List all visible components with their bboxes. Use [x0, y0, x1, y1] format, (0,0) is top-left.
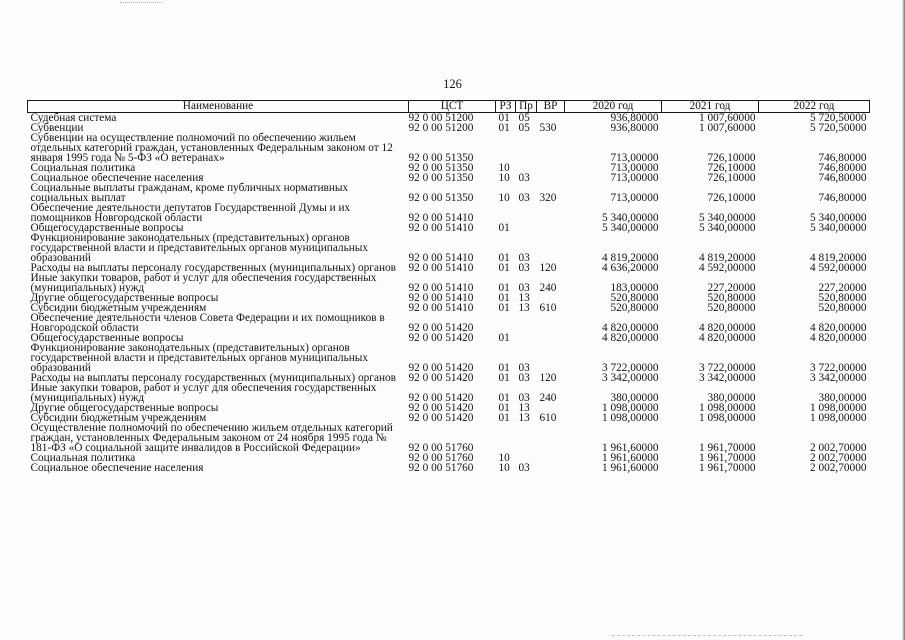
- cell-cst: 92 0 00 51760: [408, 462, 474, 474]
- cell-2022: 4 592,00000: [810, 262, 867, 274]
- cell-name: Иные закупки товаров, работ и услуг для обеспечения государственных (муниципальных) нужд: [30, 272, 377, 294]
- cell-rz: 01: [498, 222, 510, 234]
- cell-rz: [496, 203, 516, 223]
- cell-2021: 520,80000: [707, 292, 756, 304]
- cell-2022: 380,00000: [818, 392, 867, 404]
- cell-pr: 03: [518, 252, 530, 264]
- cell-2022: 4 819,20000: [810, 252, 867, 264]
- cell-cst: 92 0 00 51350: [408, 172, 474, 184]
- cell-name: Субсидии бюджетным учреждениям: [30, 302, 207, 314]
- table-row: [28, 463, 870, 473]
- cell-2021: 1 007,60000: [699, 112, 756, 124]
- cell-pr: 03: [518, 462, 530, 474]
- cell-vr: 120: [539, 372, 557, 384]
- table-row: [28, 313, 870, 333]
- cell-rz: 01: [498, 122, 510, 134]
- cell-name: Субвенции: [30, 122, 84, 134]
- cell-rz: 01: [498, 402, 510, 414]
- cell-2022: 2 002,70000: [810, 452, 867, 464]
- cell-2020: 5 340,00000: [602, 212, 659, 224]
- cell-rz: 01: [498, 292, 510, 304]
- scan-artifact-top: [120, 2, 162, 4]
- cell-name: Осуществление полномочий по обеспечению жильем отдельных категорий граждан, установленных Федеральным законом от 24 ноября 1995 года № 181-ФЗ «О социальной защите инвалидов в Российской Федерации»: [30, 422, 393, 454]
- cell-vr: [537, 133, 565, 163]
- cell-name: Социальное обеспечение населения: [30, 172, 204, 184]
- cell-vr: 610: [539, 302, 557, 314]
- cell-rz: 01: [498, 362, 510, 374]
- cell-vr: 610: [539, 412, 557, 424]
- table-row: [28, 273, 870, 293]
- cell-pr: 13: [518, 402, 530, 414]
- cell-rz: 10: [498, 462, 510, 474]
- cell-cst: 92 0 00 51760: [408, 442, 474, 454]
- cell-2021: 4 820,00000: [699, 322, 756, 334]
- cell-2020: 4 636,20000: [602, 262, 659, 274]
- cell-2022: 746,80000: [818, 172, 867, 184]
- cell-2021: 4 592,00000: [699, 262, 756, 274]
- cell-vr: [537, 313, 565, 333]
- cell-2020: 4 820,00000: [602, 322, 659, 334]
- header-name: Наименование: [28, 101, 409, 113]
- cell-pr: [516, 133, 537, 163]
- cell-cst: 92 0 00 51410: [408, 292, 474, 304]
- table-row: [28, 183, 870, 203]
- cell-2020: 1 098,00000: [602, 402, 659, 414]
- cell-name: Функционирование законодательных (представительных) органов государственной власти и представительных органов муниципальных образований: [30, 342, 369, 374]
- cell-vr: 320: [539, 192, 557, 204]
- cell-2022: 227,20000: [818, 282, 867, 294]
- cell-vr: [537, 223, 565, 233]
- cell-vr: [537, 343, 565, 373]
- cell-2021: 726,10000: [707, 172, 756, 184]
- table-row: [28, 343, 870, 373]
- cell-name: Обеспечение деятельности членов Совета Федерации и их помощников в Новгородской области: [30, 312, 385, 334]
- cell-name: Общегосударственные вопросы: [30, 222, 184, 234]
- header-2022: 2022 год: [759, 101, 870, 113]
- cell-name: Социальная политика: [30, 162, 136, 174]
- cell-2022: 746,80000: [818, 192, 867, 204]
- cell-name: Обеспечение деятельности депутатов Государственной Думы и их помощников Новгородской области: [30, 202, 351, 224]
- cell-2020: 936,80000: [610, 112, 659, 124]
- cell-name: Функционирование законодательных (представительных) органов государственной власти и представительных органов муниципальных образований: [30, 232, 369, 264]
- cell-cst: 92 0 00 51350: [408, 162, 474, 174]
- cell-cst: 92 0 00 51410: [408, 252, 474, 264]
- budget-table: [27, 100, 870, 473]
- cell-rz: 01: [498, 392, 510, 404]
- cell-2021: 520,80000: [707, 302, 756, 314]
- cell-2021: 1 961,70000: [699, 452, 756, 464]
- cell-2022: 4 820,00000: [810, 322, 867, 334]
- cell-cst: 92 0 00 51410: [408, 302, 474, 314]
- header-2021: 2021 год: [662, 101, 759, 113]
- cell-2020: 183,00000: [610, 282, 659, 294]
- cell-vr: [537, 453, 565, 463]
- cell-2022: 4 820,00000: [810, 332, 867, 344]
- cell-cst: 92 0 00 51420: [408, 412, 474, 424]
- header-rz: РЗ: [496, 101, 516, 113]
- cell-2020: 1 961,60000: [602, 452, 659, 464]
- cell-2021: 1 961,70000: [699, 462, 756, 474]
- table-row: [28, 233, 870, 263]
- cell-vr: 530: [539, 122, 557, 134]
- cell-2022: 2 002,70000: [810, 442, 867, 454]
- cell-name: Другие общегосударственные вопросы: [30, 402, 219, 414]
- cell-vr: [537, 163, 565, 173]
- cell-cst: 92 0 00 51200: [408, 122, 474, 134]
- cell-pr: 13: [518, 302, 530, 314]
- cell-vr: [537, 173, 565, 183]
- cell-rz: 01: [498, 332, 510, 344]
- cell-rz: [496, 423, 516, 453]
- table-row: [28, 423, 870, 453]
- cell-vr: [537, 423, 565, 453]
- scan-artifact-bottom: [612, 635, 802, 637]
- cell-pr: 03: [518, 282, 530, 294]
- cell-2021: 380,00000: [707, 392, 756, 404]
- cell-2021: 5 340,00000: [699, 222, 756, 234]
- cell-2020: 520,80000: [610, 302, 659, 314]
- header-2020: 2020 год: [565, 101, 662, 113]
- cell-cst: 92 0 00 51420: [408, 362, 474, 374]
- cell-rz: [496, 313, 516, 333]
- cell-vr: [537, 333, 565, 343]
- page-number: 126: [443, 77, 462, 91]
- cell-pr: [516, 203, 537, 223]
- cell-2020: 4 819,20000: [602, 252, 659, 264]
- cell-2020: 3 722,00000: [602, 362, 659, 374]
- cell-name: Субсидии бюджетным учреждениям: [30, 412, 207, 424]
- cell-2020: 713,00000: [610, 172, 659, 184]
- table-row: [28, 383, 870, 403]
- cell-2021: 1 098,00000: [699, 402, 756, 414]
- cell-2021: 4 819,20000: [699, 252, 756, 264]
- cell-cst: 92 0 00 51420: [408, 402, 474, 414]
- cell-2021: 1 007,60000: [699, 122, 756, 134]
- cell-2021: 726,10000: [707, 162, 756, 174]
- table-row: [28, 203, 870, 223]
- cell-2021: 5 340,00000: [699, 212, 756, 224]
- cell-cst: 92 0 00 51410: [408, 222, 474, 234]
- cell-rz: 10: [498, 452, 510, 464]
- cell-cst: 92 0 00 51410: [408, 212, 474, 224]
- cell-vr: 240: [539, 282, 557, 294]
- cell-2022: 3 342,00000: [810, 372, 867, 384]
- cell-pr: 05: [518, 112, 530, 124]
- cell-2022: 5 720,50000: [810, 122, 867, 134]
- cell-2020: 380,00000: [610, 392, 659, 404]
- cell-cst: 92 0 00 51350: [408, 152, 474, 164]
- cell-pr: 05: [518, 122, 530, 134]
- cell-rz: 01: [498, 252, 510, 264]
- cell-2021: 1 961,70000: [699, 442, 756, 454]
- cell-cst: 92 0 00 51420: [408, 322, 474, 334]
- cell-2021: 726,10000: [707, 192, 756, 204]
- cell-2022: 746,80000: [818, 152, 867, 164]
- cell-rz: 01: [498, 372, 510, 384]
- cell-2020: 5 340,00000: [602, 222, 659, 234]
- cell-2022: 746,80000: [818, 162, 867, 174]
- cell-name: Расходы на выплаты персоналу государственных (муниципальных) органов: [30, 372, 396, 384]
- cell-name: Иные закупки товаров, работ и услуг для обеспечения государственных (муниципальных) нужд: [30, 382, 377, 404]
- cell-2020: 4 820,00000: [602, 332, 659, 344]
- cell-cst: 92 0 00 51410: [408, 262, 474, 274]
- cell-2022: 1 098,00000: [810, 412, 867, 424]
- cell-rz: 10: [498, 172, 510, 184]
- cell-rz: 01: [498, 262, 510, 274]
- cell-name: Социальные выплаты гражданам, кроме публичных нормативных социальных выплат: [30, 182, 349, 204]
- cell-2021: 726,10000: [707, 152, 756, 164]
- cell-cst: 92 0 00 51410: [408, 282, 474, 294]
- cell-vr: [537, 203, 565, 223]
- cell-name: Субвенции на осуществление полномочий по обеспечению жильем отдельных категорий граждан, установленных Федеральным законом от 12 января 1995 года № 5-ФЗ «О ветеранах»: [30, 132, 393, 164]
- budget-sheet: [27, 100, 869, 473]
- cell-2020: 936,80000: [610, 122, 659, 134]
- cell-pr: 03: [518, 172, 530, 184]
- cell-2021: 4 820,00000: [699, 332, 756, 344]
- cell-name: Социальное обеспечение населения: [30, 462, 204, 474]
- cell-cst: 92 0 00 51760: [408, 452, 474, 464]
- table-row: [28, 133, 870, 163]
- cell-pr: [516, 423, 537, 453]
- cell-rz: 01: [498, 302, 510, 314]
- cell-2022: 5 720,50000: [810, 112, 867, 124]
- cell-vr: 120: [539, 262, 557, 274]
- cell-name: Общегосударственные вопросы: [30, 332, 184, 344]
- cell-2022: 520,80000: [818, 292, 867, 304]
- cell-rz: 10: [498, 162, 510, 174]
- cell-2021: 3 722,00000: [699, 362, 756, 374]
- cell-pr: [516, 223, 537, 233]
- cell-2020: 1 961,60000: [602, 462, 659, 474]
- header-vr: ВР: [537, 101, 565, 113]
- cell-2022: 520,80000: [818, 302, 867, 314]
- cell-pr: 13: [518, 292, 530, 304]
- cell-rz: 01: [498, 112, 510, 124]
- cell-cst: 92 0 00 51350: [408, 192, 474, 204]
- cell-pr: 13: [518, 412, 530, 424]
- cell-rz: 01: [498, 282, 510, 294]
- header-pr: Пр: [516, 101, 537, 113]
- cell-2022: 1 098,00000: [810, 402, 867, 414]
- table-body: [28, 113, 870, 474]
- cell-vr: [537, 233, 565, 263]
- cell-2022: 5 340,00000: [810, 222, 867, 234]
- cell-pr: 03: [518, 262, 530, 274]
- table-header: [28, 101, 870, 113]
- cell-cst: 92 0 00 51420: [408, 332, 474, 344]
- cell-2020: 1 098,00000: [602, 412, 659, 424]
- cell-name: Другие общегосударственные вопросы: [30, 292, 219, 304]
- cell-pr: 03: [518, 392, 530, 404]
- cell-name: Расходы на выплаты персоналу государственных (муниципальных) органов: [30, 262, 396, 274]
- header-cst: ЦСТ: [409, 101, 496, 113]
- cell-2021: 1 098,00000: [699, 412, 756, 424]
- cell-2021: 3 342,00000: [699, 372, 756, 384]
- cell-vr: 240: [539, 392, 557, 404]
- cell-2020: 713,00000: [610, 152, 659, 164]
- cell-name: Судебная система: [30, 112, 117, 124]
- cell-pr: 03: [518, 362, 530, 374]
- cell-2020: 713,00000: [610, 192, 659, 204]
- cell-cst: 92 0 00 51420: [408, 392, 474, 404]
- cell-pr: 03: [518, 192, 530, 204]
- cell-vr: [537, 463, 565, 473]
- cell-2022: 2 002,70000: [810, 462, 867, 474]
- cell-rz: 01: [498, 412, 510, 424]
- cell-2022: 3 722,00000: [810, 362, 867, 374]
- cell-pr: 03: [518, 372, 530, 384]
- cell-2021: 227,20000: [707, 282, 756, 294]
- cell-name: Социальная политика: [30, 452, 136, 464]
- cell-cst: 92 0 00 51420: [408, 372, 474, 384]
- cell-2020: 713,00000: [610, 162, 659, 174]
- cell-2022: 5 340,00000: [810, 212, 867, 224]
- cell-pr: [516, 333, 537, 343]
- cell-pr: [516, 313, 537, 333]
- cell-2020: 1 961,60000: [602, 442, 659, 454]
- cell-cst: 92 0 00 51200: [408, 112, 474, 124]
- cell-2020: 520,80000: [610, 292, 659, 304]
- cell-rz: [496, 133, 516, 163]
- cell-2020: 3 342,00000: [602, 372, 659, 384]
- cell-rz: 10: [498, 192, 510, 204]
